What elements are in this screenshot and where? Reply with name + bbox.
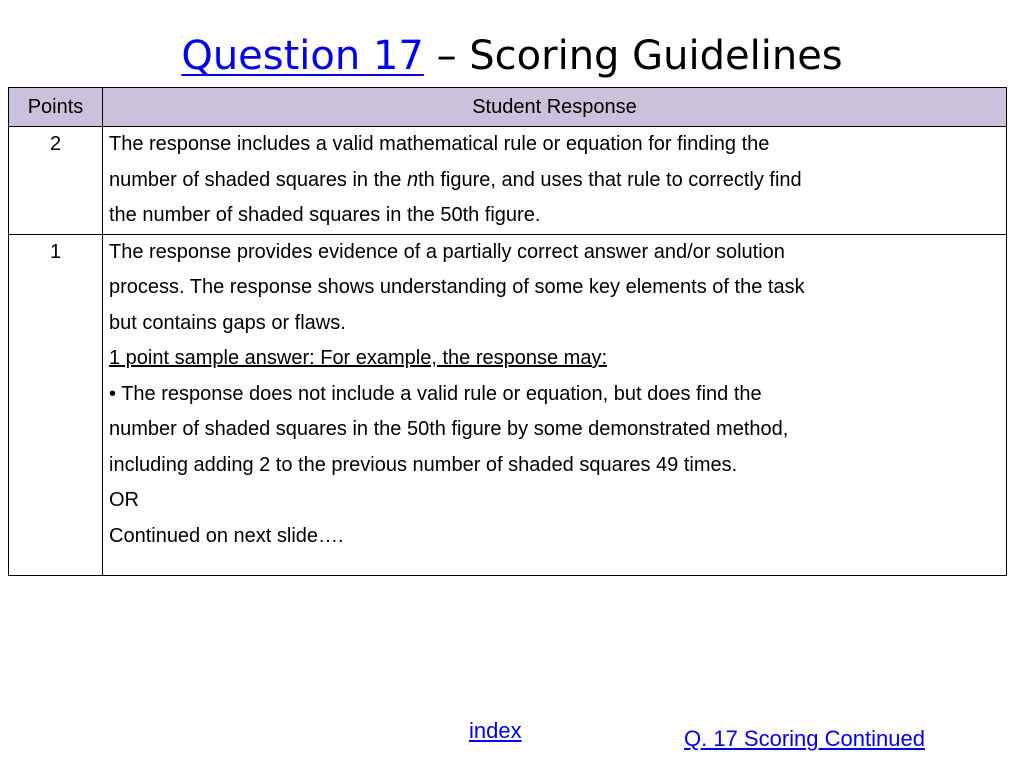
response-line: number of shaded squares in the 50th figure by some demonstrated method, <box>109 418 789 440</box>
question-17-link[interactable]: Question 17 <box>181 33 424 79</box>
points-value: 1 <box>9 234 103 575</box>
scoring-continued-link[interactable]: Q. 17 Scoring Continued <box>684 726 925 751</box>
response-fragment: th figure, and uses that rule to correctly find <box>418 168 802 191</box>
response-fragment: number of shaded squares in the <box>109 168 407 191</box>
response-line: but contains gaps or flaws. <box>109 311 346 334</box>
response-line: Continued on next slide…. <box>109 524 344 547</box>
sample-answer-heading: 1 point sample answer: For example, the response may: <box>109 347 608 369</box>
slide-title <box>0 28 1024 84</box>
response-text <box>103 127 1007 235</box>
italic-variable: n <box>406 168 419 191</box>
table-header-row <box>9 88 1007 127</box>
response-line: OR <box>109 489 139 511</box>
response-line: The response includes a valid mathematical rule or equation for finding the <box>109 133 770 155</box>
response-line: the number of shaded squares in the 50th figure. <box>109 204 541 226</box>
scoring-table <box>8 87 1007 576</box>
response-line <box>109 163 1000 199</box>
index-link[interactable]: index <box>469 718 522 743</box>
points-value: 2 <box>9 127 103 235</box>
student-response-header: Student Response <box>103 88 1007 127</box>
title-rest: – Scoring Guidelines <box>423 33 843 79</box>
table-row <box>9 127 1007 235</box>
response-line: • The response does not include a valid rule or equation, but does find the <box>109 382 762 405</box>
response-line: including adding 2 to the previous number of shaded squares 49 times. <box>109 453 738 476</box>
table-row <box>9 234 1007 575</box>
response-text <box>103 234 1007 575</box>
response-line: process. The response shows understanding of some key elements of the task <box>109 276 805 298</box>
points-header: Points <box>9 88 103 127</box>
response-line: The response provides evidence of a partially correct answer and/or solution <box>109 240 785 263</box>
